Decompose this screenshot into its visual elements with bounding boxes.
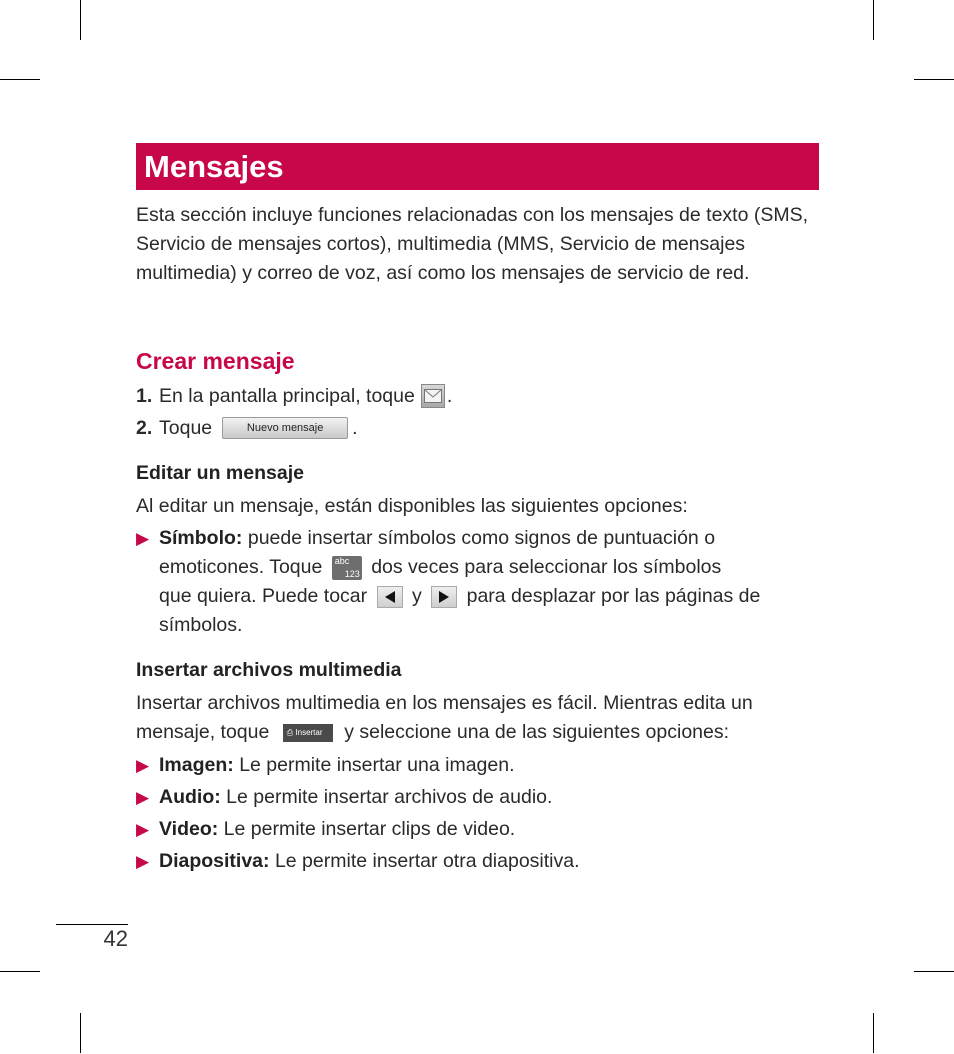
arrow-right-icon[interactable] bbox=[431, 586, 457, 608]
option-text: Le permite insertar otra diapositiva. bbox=[274, 850, 580, 872]
symbol-keyboard-icon[interactable] bbox=[332, 556, 362, 580]
crop-mark bbox=[0, 971, 40, 972]
crop-mark bbox=[914, 971, 954, 972]
subsection-title-editar: Editar un mensaje bbox=[136, 462, 304, 484]
footer-rule bbox=[56, 924, 128, 925]
step-text-end: . bbox=[446, 385, 453, 407]
paragraph-text: Insertar archivos multimedia en los mensajes es fácil. Mientras edita un bbox=[136, 692, 753, 714]
option-text: Le permite insertar una imagen. bbox=[239, 754, 515, 776]
option-text: y bbox=[412, 585, 422, 607]
paragraph-text: y seleccione una de las siguientes opciones: bbox=[344, 721, 730, 743]
subsection-title-insertar: Insertar archivos multimedia bbox=[136, 659, 402, 681]
insert-button[interactable]: ⎙ Insertar bbox=[283, 724, 333, 742]
option-text: dos veces para seleccionar los símbolos bbox=[371, 556, 722, 578]
icon-label: 123 bbox=[344, 568, 360, 579]
bullet-arrow-icon: ▶ bbox=[136, 820, 150, 839]
intro-paragraph: Esta sección incluye funciones relacionadas con los mensajes de texto (SMS, Servicio de mensajes cortos), multimedia (MMS, Servicio de mensajes multimedia) y correo de voz, así como los mensajes de servicio de red. bbox=[136, 204, 809, 284]
step-number: 2. bbox=[136, 417, 153, 439]
option-label: Audio: bbox=[159, 786, 221, 808]
crop-mark bbox=[0, 79, 40, 80]
bullet-arrow-icon: ▶ bbox=[136, 529, 150, 548]
option-text: Le permite insertar clips de video. bbox=[223, 818, 516, 840]
option-label: Símbolo: bbox=[159, 527, 243, 549]
editar-intro: Al editar un mensaje, están disponibles las siguientes opciones: bbox=[136, 495, 688, 517]
list-item-simbolo bbox=[136, 524, 796, 640]
option-text: que quiera. Puede tocar bbox=[159, 585, 368, 607]
option-text: puede insertar símbolos como signos de puntuación o bbox=[247, 527, 716, 549]
step-2 bbox=[136, 413, 358, 443]
option-text: Le permite insertar archivos de audio. bbox=[226, 786, 553, 808]
crop-mark bbox=[914, 79, 954, 80]
step-1 bbox=[136, 381, 452, 411]
message-icon[interactable] bbox=[421, 384, 445, 408]
crop-mark bbox=[80, 0, 81, 40]
page-number: 42 bbox=[103, 926, 128, 951]
step-text: En la pantalla principal, toque bbox=[159, 385, 415, 407]
new-message-button[interactable]: Nuevo mensaje bbox=[222, 417, 348, 439]
option-label: Imagen: bbox=[159, 754, 234, 776]
list-item-imagen bbox=[136, 751, 796, 780]
option-label: Video: bbox=[159, 818, 219, 840]
insertar-paragraph bbox=[136, 689, 826, 747]
option-text: símbolos. bbox=[159, 614, 243, 636]
option-label: Diapositiva: bbox=[159, 850, 270, 872]
section-title-crear: Crear mensaje bbox=[136, 348, 295, 374]
step-number: 1. bbox=[136, 385, 153, 407]
insert-button-label: Insertar bbox=[295, 727, 323, 737]
step-text-end: . bbox=[352, 417, 358, 439]
step-text: Toque bbox=[159, 417, 213, 439]
bullet-arrow-icon: ▶ bbox=[136, 756, 150, 775]
list-item-video bbox=[136, 815, 796, 844]
list-item-audio bbox=[136, 783, 796, 812]
bullet-arrow-icon: ▶ bbox=[136, 788, 150, 807]
icon-label: abc bbox=[334, 555, 350, 566]
option-text: para desplazar por las páginas de bbox=[466, 585, 761, 607]
list-item-diapositiva bbox=[136, 847, 796, 876]
crop-mark bbox=[873, 1013, 874, 1053]
crop-mark bbox=[80, 1013, 81, 1053]
page-title: Mensajes bbox=[136, 143, 819, 190]
paragraph-text: mensaje, toque bbox=[136, 721, 270, 743]
bullet-arrow-icon: ▶ bbox=[136, 852, 150, 871]
arrow-left-icon[interactable] bbox=[377, 586, 403, 608]
option-text: emoticones. Toque bbox=[159, 556, 323, 578]
crop-mark bbox=[873, 0, 874, 40]
